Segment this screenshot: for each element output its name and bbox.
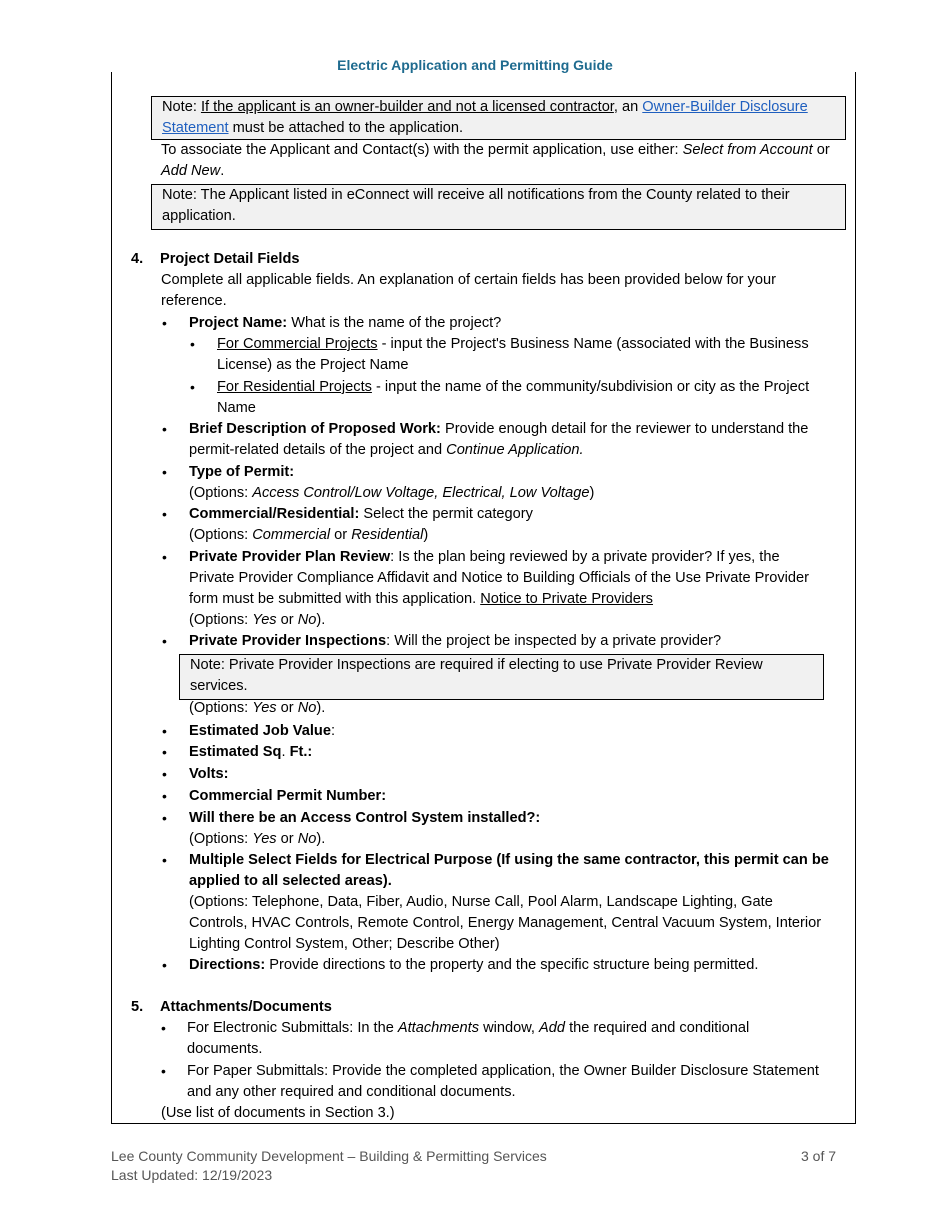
option-yes: Yes xyxy=(252,700,277,716)
associate-option-add: Add New xyxy=(161,163,221,179)
options-or: or xyxy=(276,612,298,628)
volts-label: Volts: xyxy=(189,766,229,782)
footer-org: Lee County Community Development – Building & Permitting Services xyxy=(111,1148,547,1164)
access-control-options xyxy=(189,829,829,850)
commercial-projects-text: - input the Project's Business Name (associated with the Business License) as the Project Name xyxy=(217,336,809,373)
option-residential: Residential xyxy=(351,527,424,543)
brief-description-text: Provide enough detail for the reviewer to understand the permit-related details of the project and xyxy=(189,421,809,458)
associate-text: To associate the Applicant and Contact(s) with the permit application, use either: xyxy=(161,142,683,158)
estimated-job-value-colon: : xyxy=(330,723,335,739)
electronic-text-3: the required and conditional documents. xyxy=(187,1020,750,1057)
commercial-residential-label: Commercial/Residential: xyxy=(189,506,360,522)
project-name-text: What is the name of the project? xyxy=(287,315,502,331)
type-of-permit-options xyxy=(189,483,829,504)
bullet: • xyxy=(162,957,167,973)
commercial-permit-number-label: Commercial Permit Number: xyxy=(189,788,387,804)
project-name-item xyxy=(189,313,829,334)
section-4-intro: Complete all applicable fields. An explanation of certain fields has been provided below for your reference. xyxy=(161,272,776,309)
ppr-text: : Is the plan being reviewed by a private provider? If yes, the Private Provider Compliance Affidavit and Notice to Building Officials of the Use Private Provider form must be submitted with this application. xyxy=(189,549,809,607)
access-control-item xyxy=(189,808,829,850)
paper-submittals-item: For Paper Submittals: Provide the completed application, the Owner Builder Disclosure Statement and any other required and conditional documents. xyxy=(187,1063,819,1100)
estimated-sq-label: Estimated Sq xyxy=(189,744,282,760)
estimated-job-value-label: Estimated Job Value xyxy=(189,723,331,739)
document-header-title: Electric Application and Permitting Guide xyxy=(337,57,613,73)
ppi-text: : Will the project be inspected by a private provider? xyxy=(386,633,722,649)
options-prefix: (Options: xyxy=(189,612,253,628)
bullet: • xyxy=(162,788,167,804)
section-4-number: 4. xyxy=(131,251,144,267)
options-or: or xyxy=(276,831,298,847)
ppr-options xyxy=(189,610,829,631)
commercial-residential-text: Select the permit category xyxy=(359,506,533,522)
bullet: • xyxy=(162,315,167,331)
electronic-text-1: For Electronic Submittals: In the xyxy=(187,1020,398,1036)
note-middle: , an xyxy=(613,99,643,115)
bullet: • xyxy=(161,1020,166,1036)
residential-projects-text: - input the name of the community/subdivision or city as the Project Name xyxy=(217,379,810,416)
options-prefix: (Options: xyxy=(189,831,253,847)
access-control-label: Will there be an Access Control System installed?: xyxy=(189,810,541,826)
private-inspections-note: Note: Private Provider Inspections are required if electing to use Private Provider Review services. xyxy=(179,654,824,700)
options-suffix: ) xyxy=(423,527,429,543)
notice-to-private-providers: Notice to Private Providers xyxy=(480,591,653,607)
note-prefix: Note: xyxy=(162,99,201,115)
electronic-submittals-item xyxy=(187,1018,827,1060)
associate-end: . xyxy=(220,163,225,179)
type-of-permit-option-list: Access Control/Low Voltage, Electrical, Low Voltage xyxy=(252,485,590,501)
commercial-residential-item xyxy=(189,504,829,546)
options-suffix: ). xyxy=(316,831,326,847)
ppi-label: Private Provider Inspections xyxy=(189,633,387,649)
private-provider-inspections-item xyxy=(189,631,829,652)
electronic-attachments: Attachments xyxy=(397,1020,480,1036)
multiple-select-label: Multiple Select Fields for Electrical Purpose (If using the same contractor, this permit can be applied to all selected areas). xyxy=(189,852,829,889)
commercial-projects-label: For Commercial Projects xyxy=(217,336,378,352)
sub-bullet: • xyxy=(190,336,195,352)
brief-description-continue: Continue Application. xyxy=(446,442,584,458)
section-5-title: Attachments/Documents xyxy=(160,999,332,1015)
residential-projects-item xyxy=(217,377,817,419)
commercial-residential-options xyxy=(189,525,829,546)
owner-builder-disclosure-link[interactable]: Owner-Builder Disclosure Statement xyxy=(162,99,808,136)
note-owner-builder-condition: If the applicant is an owner-builder and not a licensed contractor xyxy=(200,99,614,115)
bullet: • xyxy=(162,633,167,649)
bullet: • xyxy=(162,766,167,782)
project-name-label: Project Name: xyxy=(189,315,288,331)
footer-page-number: 3 of 7 xyxy=(801,1148,837,1164)
associate-option-select: Select from Account xyxy=(682,142,813,158)
options-prefix: (Options: xyxy=(189,527,253,543)
option-yes: Yes xyxy=(252,831,277,847)
estimated-ft-label: Ft.: xyxy=(285,744,313,760)
options-or: or xyxy=(330,527,352,543)
bullet: • xyxy=(162,810,167,826)
directions-label: Directions: xyxy=(189,957,266,973)
associate-paragraph xyxy=(161,140,836,182)
multiple-select-options: (Options: Telephone, Data, Fiber, Audio, Nurse Call, Pool Alarm, Landscape Lighting, Gate Controls, HVAC Controls, Remote Control, Energy Management, Central Vacuum System, Interior Lighting Control System, Other; Describe Other) xyxy=(189,894,822,952)
type-of-permit-item xyxy=(189,462,829,504)
commercial-projects-item xyxy=(217,334,817,376)
associate-or: or xyxy=(812,142,830,158)
estimated-sq-ft-item xyxy=(189,742,312,763)
option-no: No xyxy=(297,612,317,628)
option-yes: Yes xyxy=(252,612,277,628)
bullet: • xyxy=(161,1063,166,1079)
directions-text: Provide directions to the property and the specific structure being permitted. xyxy=(265,957,759,973)
bullet: • xyxy=(162,421,167,437)
section-5-number: 5. xyxy=(131,999,144,1015)
options-suffix: ). xyxy=(316,612,326,628)
residential-projects-label: For Residential Projects xyxy=(217,379,372,395)
electronic-add: Add xyxy=(539,1020,566,1036)
footer-updated: Last Updated: 12/19/2023 xyxy=(111,1167,273,1183)
section-4-title: Project Detail Fields xyxy=(160,251,300,267)
bullet: • xyxy=(162,744,167,760)
section-5-note: (Use list of documents in Section 3.) xyxy=(161,1105,395,1121)
options-suffix: ) xyxy=(589,485,595,501)
bullet: • xyxy=(162,549,167,565)
note-suffix: must be attached to the application. xyxy=(228,120,463,136)
options-prefix: (Options: xyxy=(189,485,253,501)
brief-description-label: Brief Description of Proposed Work: xyxy=(189,421,441,437)
estimated-sq-dot: . xyxy=(281,744,286,760)
option-no: No xyxy=(297,831,317,847)
applicant-notifications-note: Note: The Applicant listed in eConnect will receive all notifications from the County related to their application. xyxy=(151,184,846,230)
sub-bullet: • xyxy=(190,379,195,395)
bullet: • xyxy=(162,852,167,868)
option-no: No xyxy=(297,700,317,716)
bullet: • xyxy=(162,506,167,522)
bullet: • xyxy=(162,723,167,739)
electronic-text-2: window, xyxy=(479,1020,540,1036)
options-or: or xyxy=(276,700,298,716)
options-suffix: ). xyxy=(316,700,326,716)
brief-description-item xyxy=(189,419,829,461)
type-of-permit-label: Type of Permit: xyxy=(189,464,295,480)
options-prefix: (Options: xyxy=(189,700,253,716)
bullet: • xyxy=(162,464,167,480)
ppr-label: Private Provider Plan Review xyxy=(189,549,391,565)
multiple-select-item xyxy=(189,850,829,955)
private-provider-plan-review-item xyxy=(189,547,829,631)
estimated-job-value-item xyxy=(189,721,335,742)
option-commercial: Commercial xyxy=(252,527,331,543)
directions-item xyxy=(189,955,829,976)
owner-builder-note xyxy=(151,96,846,140)
ppi-options xyxy=(189,698,829,719)
